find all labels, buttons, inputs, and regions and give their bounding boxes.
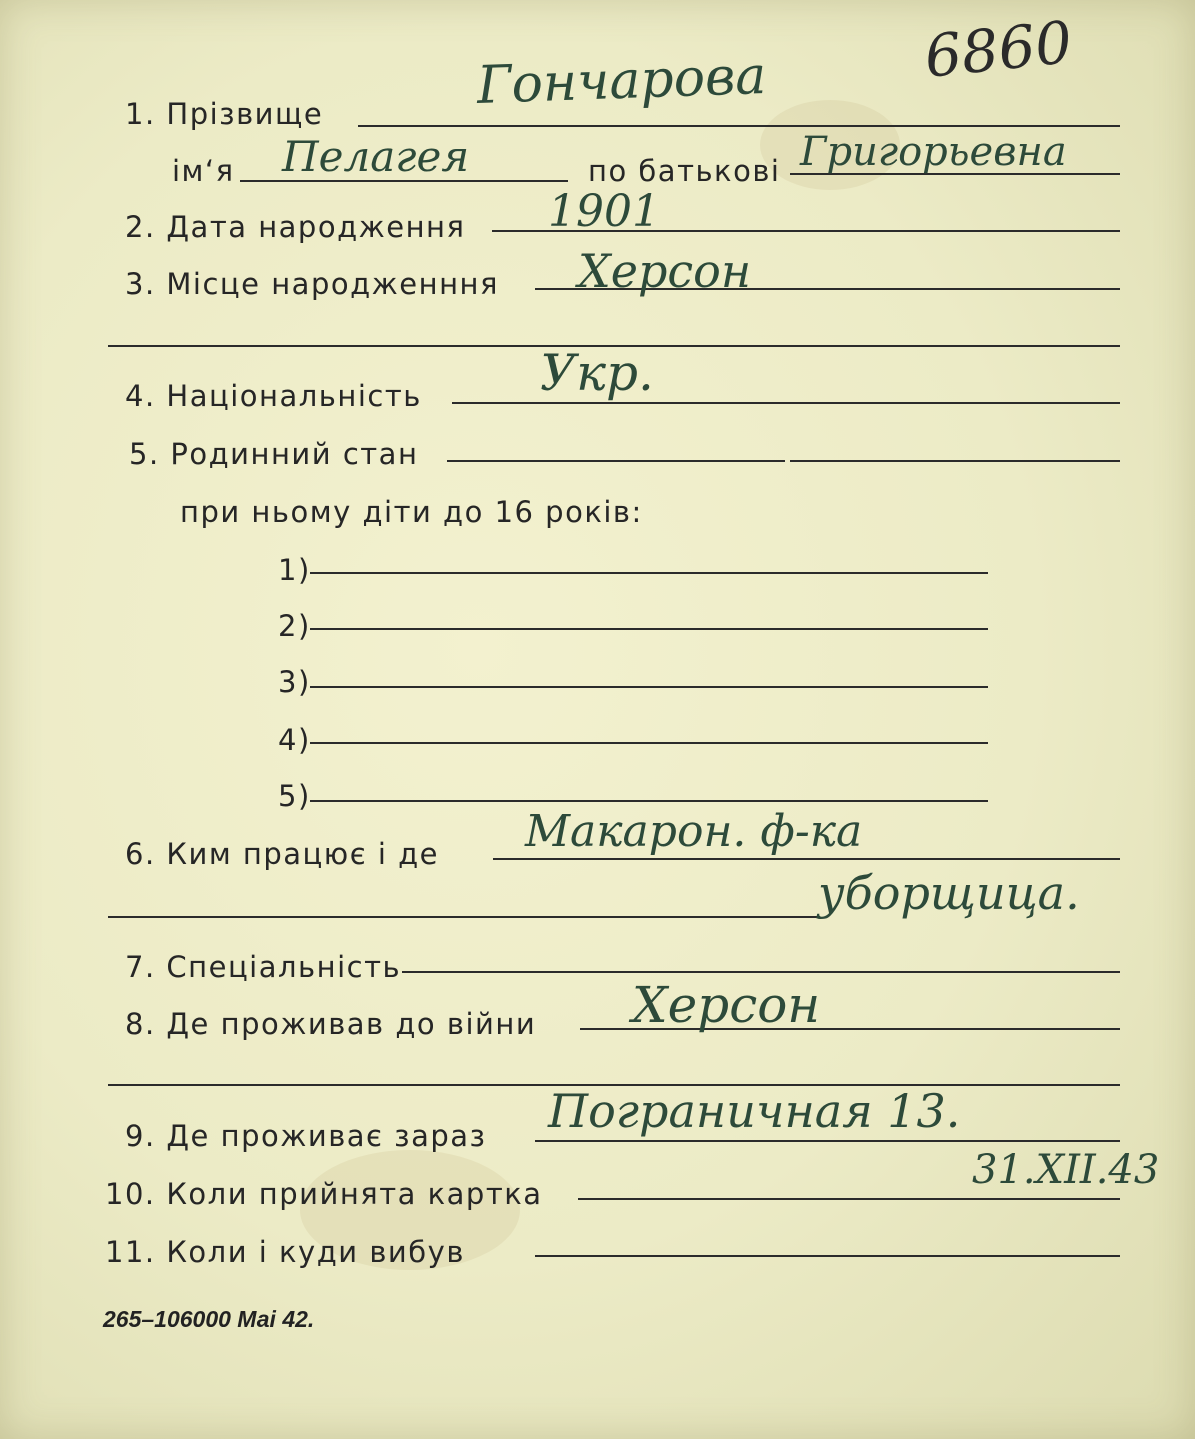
child-3-label: 3) xyxy=(278,665,311,699)
card-number: 6860 xyxy=(921,7,1076,91)
children-header: при ньому діти до 16 років: xyxy=(180,495,643,529)
marital-status-line-2 xyxy=(790,460,1120,462)
departure-line xyxy=(535,1255,1120,1257)
patronymic-label: по батькові xyxy=(588,154,781,188)
child-3-line xyxy=(310,686,988,688)
occupation-line xyxy=(493,858,1120,860)
first-name-value: Пелагея xyxy=(282,132,470,181)
nationality-value: Укр. xyxy=(540,344,654,402)
current-residence-value: Пограничная 13. xyxy=(548,1084,961,1138)
surname-label: 1. Прізвище xyxy=(125,97,324,131)
marital-status-line xyxy=(447,460,785,462)
birth-date-label: 2. Дата народження xyxy=(125,210,466,244)
occupation-value-line1: Макарон. ф-ка xyxy=(525,806,863,857)
birth-place-label: 3. Місце народженння xyxy=(125,267,499,301)
child-1-line xyxy=(310,572,988,574)
first-name-label: ім‘я xyxy=(172,154,235,188)
child-2-line xyxy=(310,628,988,630)
prewar-residence-label: 8. Де проживав до війни xyxy=(125,1007,537,1041)
card-accepted-line xyxy=(578,1198,1120,1200)
surname-line xyxy=(358,125,1120,127)
prewar-residence-value: Херсон xyxy=(632,976,821,1034)
specialty-line xyxy=(402,971,1120,973)
card-accepted-label: 10. Коли прийнята картка xyxy=(105,1177,543,1211)
occupation-value-line2: уборщица. xyxy=(818,866,1080,920)
birth-date-value: 1901 xyxy=(548,186,660,237)
child-4-label: 4) xyxy=(278,723,311,757)
nationality-line xyxy=(452,402,1120,404)
specialty-label: 7. Спеціальність xyxy=(125,950,402,984)
card-accepted-value: 31.XII.43 xyxy=(972,1147,1160,1193)
child-5-line xyxy=(310,800,988,802)
child-2-label: 2) xyxy=(278,609,311,643)
patronymic-value: Григорьевна xyxy=(800,129,1067,175)
birth-place-value: Херсон xyxy=(578,244,752,298)
print-mark: 265–106000 Маі 42. xyxy=(103,1306,315,1332)
marital-status-label: 5. Родинний стан xyxy=(129,437,419,471)
current-residence-label: 9. Де проживає зараз xyxy=(125,1119,487,1153)
surname-value: Гончарова xyxy=(476,45,768,116)
child-1-label: 1) xyxy=(278,553,311,587)
occupation-continuation-line xyxy=(108,916,820,918)
current-residence-line xyxy=(535,1140,1120,1142)
nationality-label: 4. Національність xyxy=(125,379,422,413)
departure-label: 11. Коли і куди вибув xyxy=(105,1235,465,1269)
child-4-line xyxy=(310,742,988,744)
child-5-label: 5) xyxy=(278,779,311,813)
occupation-label: 6. Ким працює і де xyxy=(125,837,440,871)
